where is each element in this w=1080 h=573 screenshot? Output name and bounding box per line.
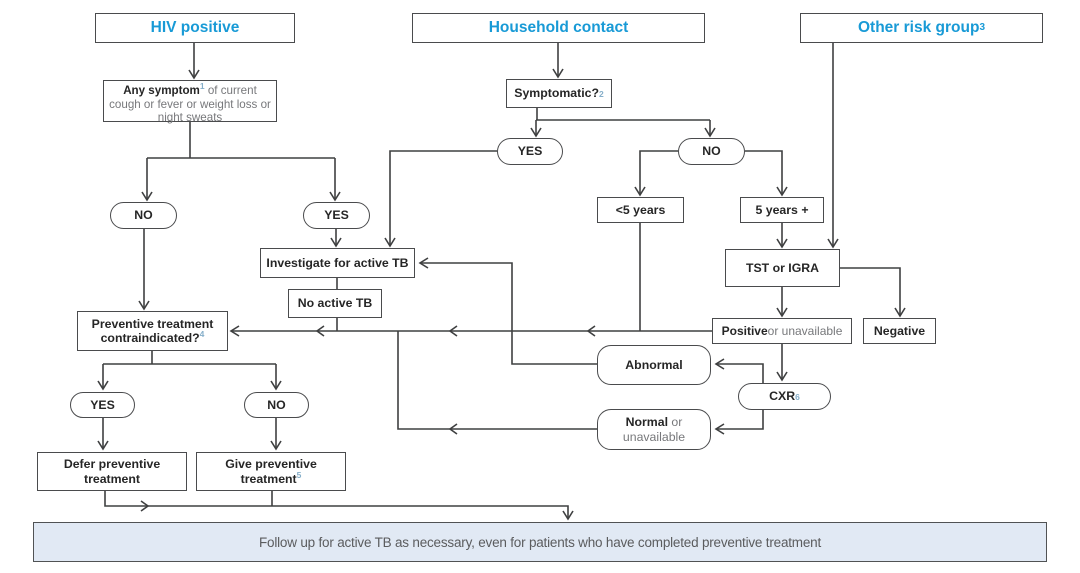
header-other-risk-group: Other risk group 3 [800,13,1043,43]
node-any-symptom [103,80,277,125]
preventive-label: Preventive treatment contraindicated? [91,316,214,345]
node-no-symptom [110,202,177,229]
node-no-contact [678,138,745,165]
preventive-wrap [84,317,221,346]
normal-bold: Normal [625,415,668,429]
header-household-contact [412,13,705,43]
no-contact-label: NO [702,144,721,159]
cxr-label: CXR [769,389,796,404]
positive-bold: Positive [721,323,768,338]
no-active-tb-label: No active TB [297,296,373,311]
node-positive-or-unavailable [712,318,852,344]
header-household-label: Household contact [488,19,629,36]
node-symptomatic: Symptomatic? 2 [506,79,612,108]
node-5-years-plus [740,197,824,223]
no-contra-label: NO [267,397,286,412]
any-symptom-bold: Any symptom [123,84,200,97]
node-cxr: CXR 6 [738,383,831,410]
positive-rest: or unavailable [767,323,843,338]
yes-contact-label: YES [517,144,543,159]
footnote-5: 5 [296,469,302,480]
header-hiv-positive [95,13,295,43]
symptomatic-label: Symptomatic? [514,86,599,101]
node-normal-or-unavailable [597,409,711,450]
5-years-plus-label: 5 years + [755,202,809,217]
node-preventive-contraindicated [77,311,228,351]
node-no-active-tb [288,289,382,318]
node-under-5-years [597,197,684,223]
no-symptom-label: NO [134,208,153,223]
yes-symptom-label: YES [324,208,349,223]
node-investigate-active-tb [260,248,415,278]
tst-label: TST or IGRA [745,260,820,275]
yes-contra-label: YES [90,397,115,412]
footnote-1: 1 [199,81,205,92]
node-abnormal [597,345,711,385]
abnormal-label: Abnormal [625,357,683,372]
normal-rest: or unavailable [622,415,686,444]
give-wrap [219,457,323,486]
investigate-label: Investigate for active TB [266,255,409,270]
node-yes-symptom [303,202,370,229]
header-other-label: Other risk group [858,19,980,36]
normal-wrap [611,415,697,444]
node-no-contraindicated [244,392,309,418]
any-symptom-rest: of current cough or fever or weight loss or night sweats [109,84,271,125]
footer-text: Follow up for active TB as necessary, even for patients who have completed preventive treatment [258,534,822,550]
defer-label: Defer preventive treatment [63,457,161,486]
under-5-label: <5 years [615,202,666,217]
footer-followup-bar [33,522,1047,562]
footnote-4: 4 [199,328,205,339]
node-yes-contact [497,138,563,165]
negative-label: Negative [873,323,926,338]
header-hiv-label: HIV positive [150,19,240,36]
node-yes-contraindicated [70,392,135,418]
node-negative [863,318,936,344]
node-defer-preventive-treatment [37,452,187,491]
node-tst-or-igra [725,249,840,287]
node-give-preventive-treatment [196,452,346,491]
give-label: Give preventive treatment [225,457,317,486]
